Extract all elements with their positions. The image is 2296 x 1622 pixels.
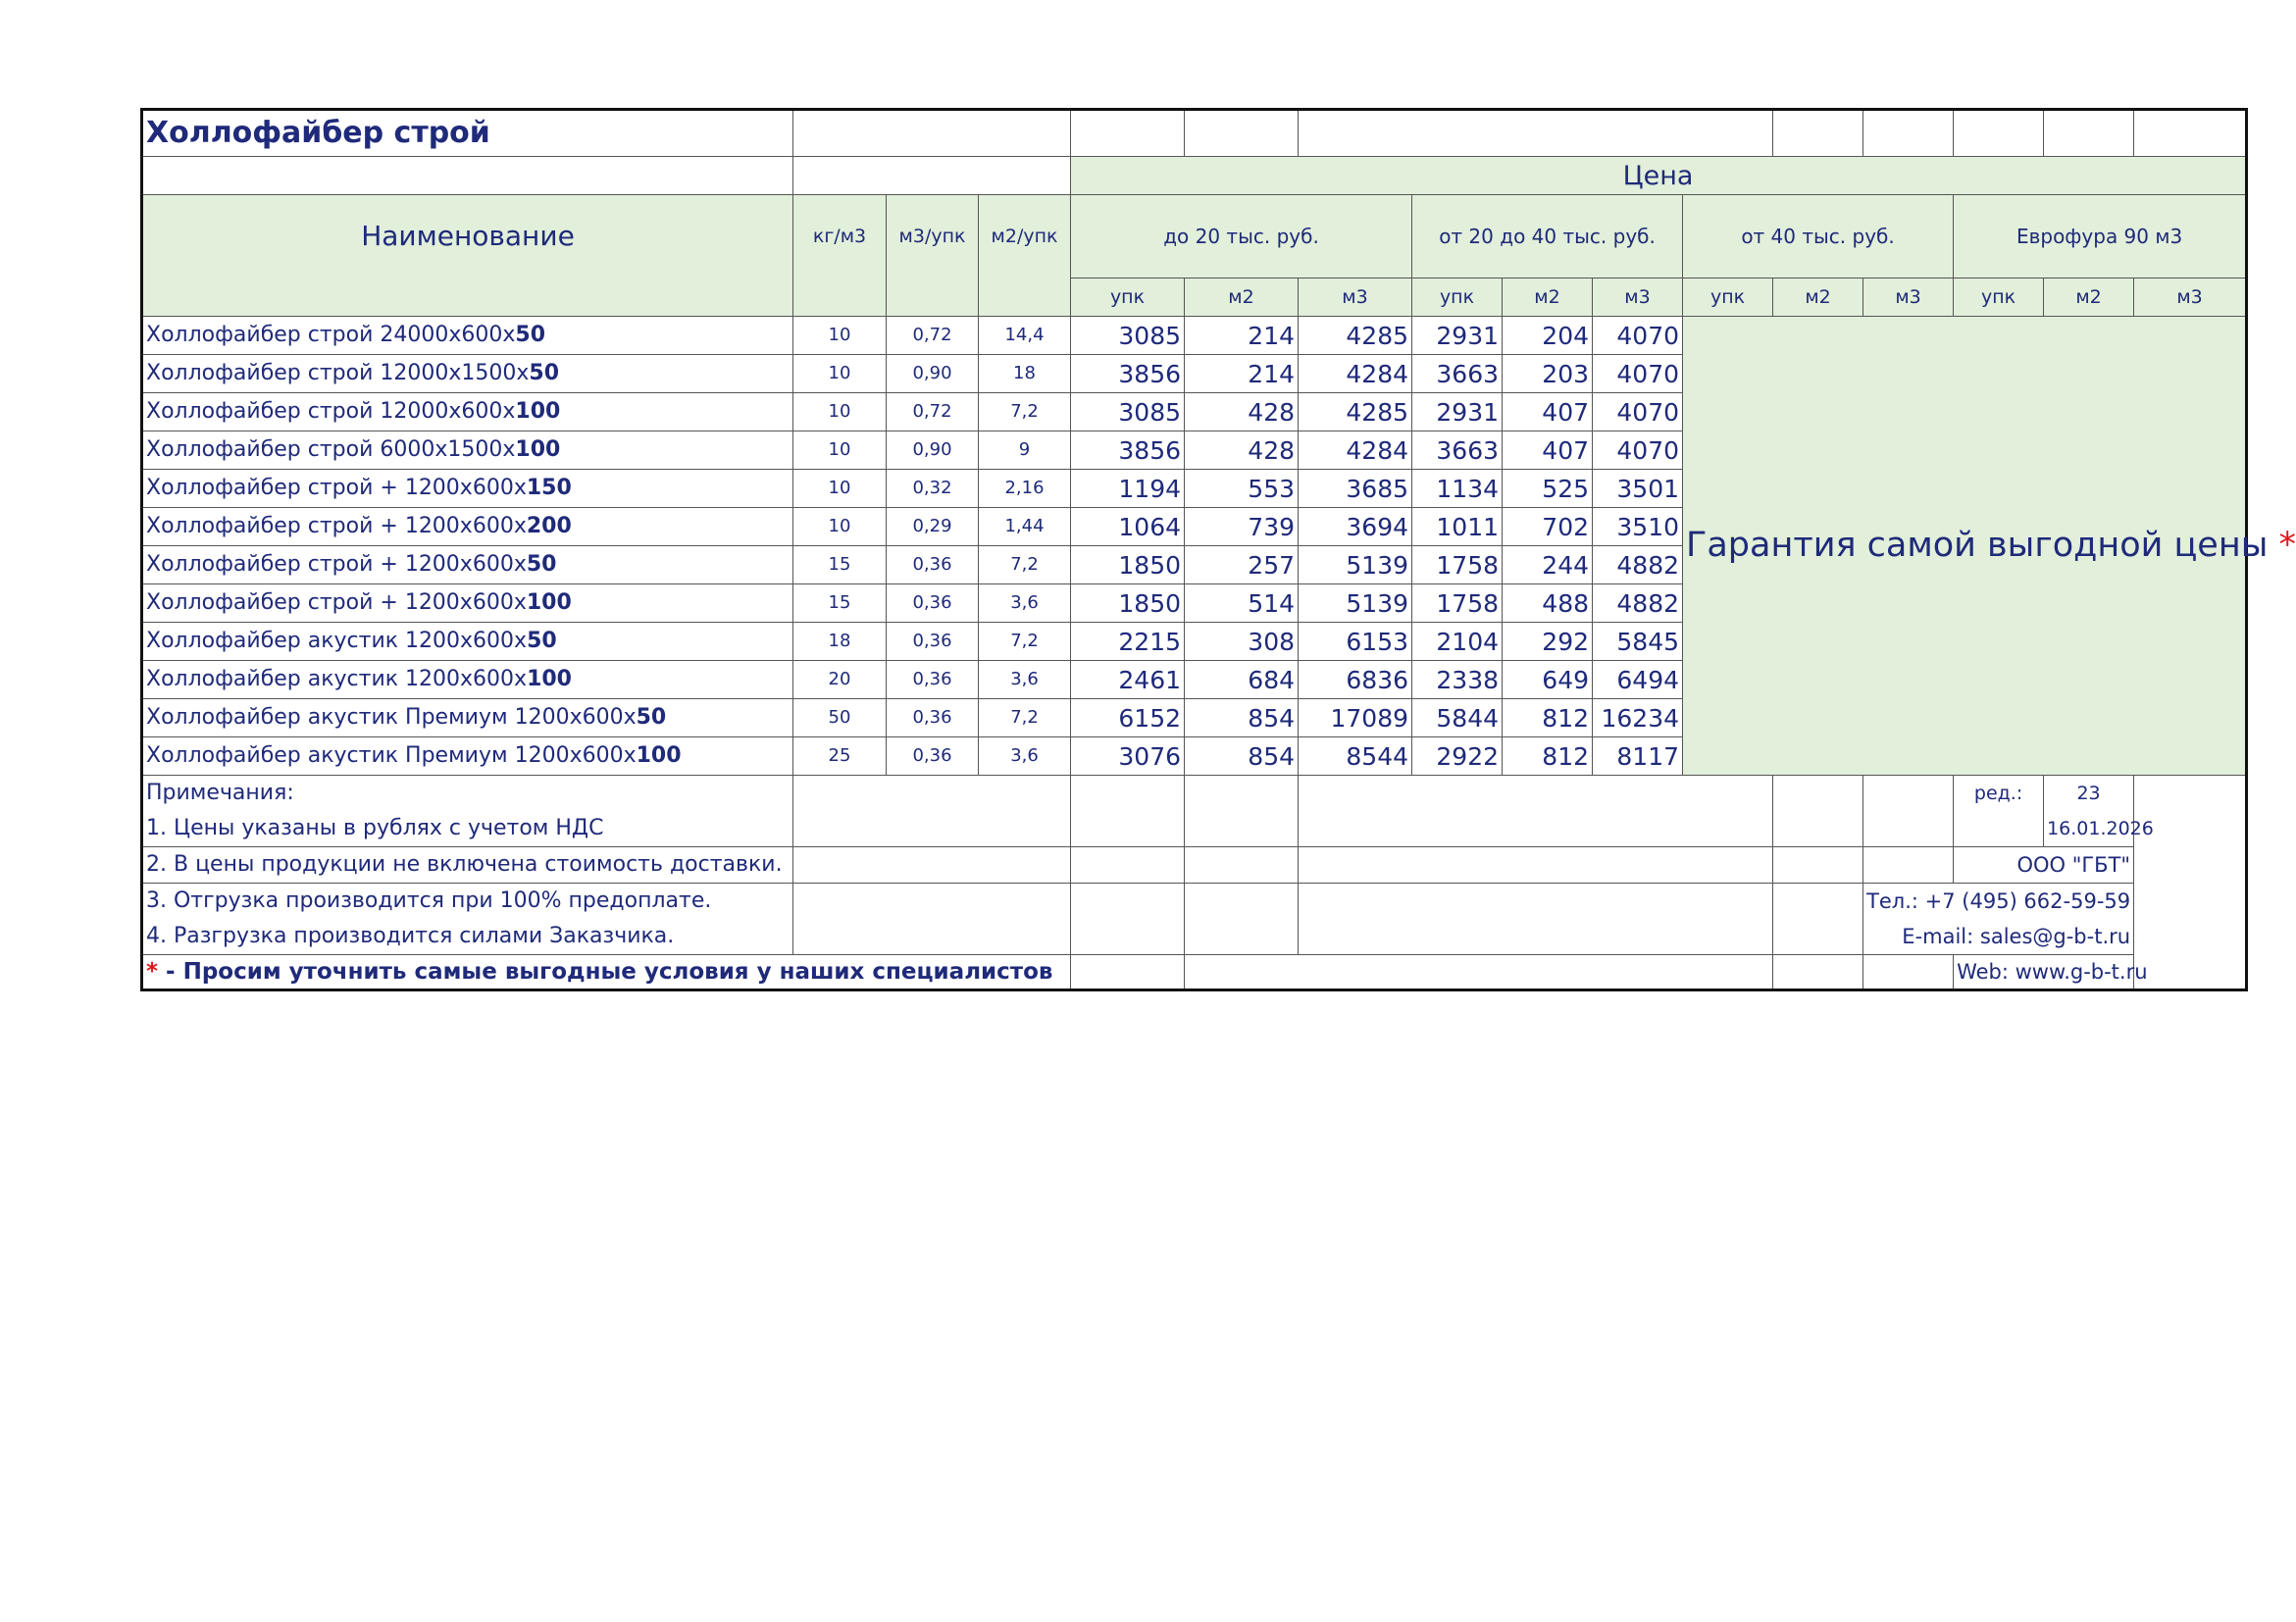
product-thickness: 100 bbox=[527, 667, 572, 691]
revision-value: 23 bbox=[2044, 776, 2134, 812]
price-cell: 4285 bbox=[1299, 393, 1412, 431]
unit-header: м3 bbox=[2134, 279, 2247, 317]
m3-per-pack-cell: 0,32 bbox=[887, 470, 979, 508]
product-name-text: Холлофайбер строй + 1200х600х bbox=[146, 552, 527, 577]
product-name bbox=[142, 546, 793, 584]
price-cell: 292 bbox=[1503, 623, 1593, 661]
product-thickness: 200 bbox=[526, 514, 572, 538]
product-name-text: Холлофайбер строй + 1200х600х bbox=[146, 514, 527, 538]
price-cell: 8544 bbox=[1299, 737, 1412, 776]
asterisk-mark: * bbox=[2278, 526, 2296, 565]
m3-per-pack-cell: 0,36 bbox=[887, 584, 979, 623]
price-cell: 3663 bbox=[1412, 355, 1503, 393]
unit-header: упк bbox=[1412, 279, 1503, 317]
density-cell: 10 bbox=[793, 317, 887, 355]
price-list-table bbox=[140, 108, 2296, 991]
unit-header: м3 bbox=[1299, 279, 1412, 317]
price-cell: 257 bbox=[1185, 546, 1299, 584]
product-name bbox=[142, 317, 793, 355]
price-cell: 4284 bbox=[1299, 431, 1412, 470]
density-cell: 18 bbox=[793, 623, 887, 661]
column-header-name: Наименование bbox=[142, 195, 793, 279]
m3-per-pack-cell: 0,90 bbox=[887, 431, 979, 470]
product-name-text: Холлофайбер акустик 1200х600х bbox=[146, 629, 528, 653]
unit-header: упк bbox=[1071, 279, 1185, 317]
price-cell: 4070 bbox=[1593, 355, 1683, 393]
price-cell: 308 bbox=[1185, 623, 1299, 661]
note-line: 3. Отгрузка производится при 100% предоплате. bbox=[142, 884, 793, 920]
document-title: Холлофайбер строй bbox=[142, 110, 793, 157]
product-thickness: 50 bbox=[529, 361, 560, 385]
unit-header: м2 bbox=[1185, 279, 1299, 317]
density-cell: 10 bbox=[793, 470, 887, 508]
column-header-m2-per-pack: м2/упк bbox=[979, 195, 1071, 279]
price-cell: 854 bbox=[1185, 737, 1299, 776]
unit-header: упк bbox=[1954, 279, 2044, 317]
product-thickness: 100 bbox=[515, 399, 561, 424]
m3-per-pack-cell: 0,90 bbox=[887, 355, 979, 393]
m2-per-pack-cell: 7,2 bbox=[979, 393, 1071, 431]
note-line: 4. Разгрузка производится силами Заказчика. bbox=[142, 919, 793, 955]
price-cell: 428 bbox=[1185, 393, 1299, 431]
price-cell: 6153 bbox=[1299, 623, 1412, 661]
density-cell: 15 bbox=[793, 546, 887, 584]
price-cell: 1011 bbox=[1412, 508, 1503, 546]
price-cell: 5139 bbox=[1299, 584, 1412, 623]
unit-header: м2 bbox=[1503, 279, 1593, 317]
price-cell: 3501 bbox=[1593, 470, 1683, 508]
price-cell: 6152 bbox=[1071, 699, 1185, 737]
final-note-text: - Просим уточнить самые выгодные условия у наших специалистов bbox=[158, 958, 1053, 985]
density-cell: 15 bbox=[793, 584, 887, 623]
product-name-text: Холлофайбер строй 24000х600х bbox=[146, 323, 516, 347]
price-cell: 214 bbox=[1185, 355, 1299, 393]
product-name bbox=[142, 470, 793, 508]
product-name bbox=[142, 584, 793, 623]
price-cell: 812 bbox=[1503, 699, 1593, 737]
m2-per-pack-cell: 3,6 bbox=[979, 661, 1071, 699]
m3-per-pack-cell: 0,72 bbox=[887, 317, 979, 355]
price-cell: 1850 bbox=[1071, 546, 1185, 584]
m3-per-pack-cell: 0,36 bbox=[887, 623, 979, 661]
price-cell: 553 bbox=[1185, 470, 1299, 508]
m3-per-pack-cell: 0,36 bbox=[887, 661, 979, 699]
price-cell: 3663 bbox=[1412, 431, 1503, 470]
density-cell: 10 bbox=[793, 508, 887, 546]
company-phone: Тел.: +7 (495) 662-59-59 bbox=[1863, 884, 2134, 920]
price-cell: 3085 bbox=[1071, 393, 1185, 431]
product-name bbox=[142, 737, 793, 776]
price-cell: 1758 bbox=[1412, 546, 1503, 584]
product-name bbox=[142, 623, 793, 661]
price-cell: 3856 bbox=[1071, 431, 1185, 470]
price-cell: 16234 bbox=[1593, 699, 1683, 737]
price-cell: 514 bbox=[1185, 584, 1299, 623]
price-cell: 2461 bbox=[1071, 661, 1185, 699]
m2-per-pack-cell: 1,44 bbox=[979, 508, 1071, 546]
product-name-text: Холлофайбер акустик Премиум 1200х600х bbox=[146, 743, 637, 768]
m2-per-pack-cell: 7,2 bbox=[979, 699, 1071, 737]
table-row bbox=[142, 317, 2247, 355]
price-cell: 4285 bbox=[1299, 317, 1412, 355]
product-thickness: 150 bbox=[526, 476, 572, 500]
product-thickness: 50 bbox=[636, 705, 667, 730]
price-cell: 6494 bbox=[1593, 661, 1683, 699]
guarantee-text: Гарантия самой выгодной цены bbox=[1686, 526, 2269, 565]
price-cell: 2338 bbox=[1412, 661, 1503, 699]
price-cell: 525 bbox=[1503, 470, 1593, 508]
price-header: Цена bbox=[1071, 157, 2247, 195]
price-cell: 4284 bbox=[1299, 355, 1412, 393]
product-name-text: Холлофайбер строй 6000х1500х bbox=[146, 437, 516, 462]
product-name bbox=[142, 431, 793, 470]
note-line: 2. В цены продукции не включена стоимость доставки. bbox=[142, 847, 793, 884]
asterisk-mark: * bbox=[146, 958, 159, 985]
product-name-text: Холлофайбер строй 12000х1500х bbox=[146, 361, 530, 385]
price-cell: 214 bbox=[1185, 317, 1299, 355]
m2-per-pack-cell: 7,2 bbox=[979, 546, 1071, 584]
company-website: Web: www.g-b-t.ru bbox=[1954, 955, 2134, 990]
price-cell: 854 bbox=[1185, 699, 1299, 737]
company-email: E-mail: sales@g-b-t.ru bbox=[1863, 919, 2134, 955]
price-cell: 812 bbox=[1503, 737, 1593, 776]
price-cell: 203 bbox=[1503, 355, 1593, 393]
price-cell: 17089 bbox=[1299, 699, 1412, 737]
unit-header: упк bbox=[1683, 279, 1773, 317]
price-cell: 428 bbox=[1185, 431, 1299, 470]
price-cell: 702 bbox=[1503, 508, 1593, 546]
unit-header: м3 bbox=[1593, 279, 1683, 317]
m2-per-pack-cell: 3,6 bbox=[979, 584, 1071, 623]
product-thickness: 50 bbox=[527, 629, 557, 653]
guarantee-note bbox=[1683, 317, 2296, 776]
price-group-header: от 40 тыс. руб. bbox=[1683, 195, 1954, 279]
price-cell: 2931 bbox=[1412, 317, 1503, 355]
price-group-header: Еврофура 90 м3 bbox=[1954, 195, 2247, 279]
product-name bbox=[142, 699, 793, 737]
price-cell: 4882 bbox=[1593, 546, 1683, 584]
density-cell: 25 bbox=[793, 737, 887, 776]
price-cell: 244 bbox=[1503, 546, 1593, 584]
price-cell: 1850 bbox=[1071, 584, 1185, 623]
product-thickness: 100 bbox=[515, 437, 561, 462]
price-cell: 3856 bbox=[1071, 355, 1185, 393]
product-name-text: Холлофайбер строй + 1200х600х bbox=[146, 476, 527, 500]
m2-per-pack-cell: 9 bbox=[979, 431, 1071, 470]
price-cell: 1064 bbox=[1071, 508, 1185, 546]
price-cell: 2104 bbox=[1412, 623, 1503, 661]
price-cell: 2215 bbox=[1071, 623, 1185, 661]
product-name bbox=[142, 393, 793, 431]
price-cell: 1758 bbox=[1412, 584, 1503, 623]
m2-per-pack-cell: 14,4 bbox=[979, 317, 1071, 355]
price-group-header: от 20 до 40 тыс. руб. bbox=[1412, 195, 1683, 279]
price-cell: 3510 bbox=[1593, 508, 1683, 546]
price-cell: 407 bbox=[1503, 431, 1593, 470]
price-group-header: до 20 тыс. руб. bbox=[1071, 195, 1412, 279]
price-cell: 4070 bbox=[1593, 317, 1683, 355]
product-name bbox=[142, 508, 793, 546]
density-cell: 20 bbox=[793, 661, 887, 699]
price-date: 16.01.2026 bbox=[2044, 811, 2134, 847]
column-header-m3-per-pack: м3/упк bbox=[887, 195, 979, 279]
note-line: 1. Цены указаны в рублях с учетом НДС bbox=[142, 811, 793, 847]
product-thickness: 100 bbox=[526, 590, 572, 615]
price-cell: 2922 bbox=[1412, 737, 1503, 776]
product-name bbox=[142, 661, 793, 699]
product-name-text: Холлофайбер строй + 1200х600х bbox=[146, 590, 527, 615]
product-name bbox=[142, 355, 793, 393]
price-cell: 407 bbox=[1503, 393, 1593, 431]
price-cell: 3085 bbox=[1071, 317, 1185, 355]
price-cell: 3076 bbox=[1071, 737, 1185, 776]
price-cell: 204 bbox=[1503, 317, 1593, 355]
m2-per-pack-cell: 3,6 bbox=[979, 737, 1071, 776]
revision-label: ред.: bbox=[1954, 776, 2044, 812]
density-cell: 50 bbox=[793, 699, 887, 737]
m3-per-pack-cell: 0,29 bbox=[887, 508, 979, 546]
density-cell: 10 bbox=[793, 393, 887, 431]
product-name-text: Холлофайбер строй 12000х600х bbox=[146, 399, 516, 424]
company-name: ООО "ГБТ" bbox=[1954, 847, 2134, 884]
unit-header: м2 bbox=[2044, 279, 2134, 317]
price-cell: 4882 bbox=[1593, 584, 1683, 623]
m3-per-pack-cell: 0,36 bbox=[887, 737, 979, 776]
product-thickness: 50 bbox=[526, 552, 557, 577]
price-cell: 5139 bbox=[1299, 546, 1412, 584]
m3-per-pack-cell: 0,72 bbox=[887, 393, 979, 431]
density-cell: 10 bbox=[793, 355, 887, 393]
unit-header: м3 bbox=[1863, 279, 1954, 317]
product-name-text: Холлофайбер акустик 1200х600х bbox=[146, 667, 528, 691]
notes-heading: Примечания: bbox=[142, 776, 793, 812]
price-cell: 3685 bbox=[1299, 470, 1412, 508]
m2-per-pack-cell: 18 bbox=[979, 355, 1071, 393]
column-header-density: кг/м3 bbox=[793, 195, 887, 279]
price-cell: 3694 bbox=[1299, 508, 1412, 546]
price-cell: 4070 bbox=[1593, 431, 1683, 470]
price-cell: 6836 bbox=[1299, 661, 1412, 699]
unit-header: м2 bbox=[1773, 279, 1863, 317]
m3-per-pack-cell: 0,36 bbox=[887, 546, 979, 584]
price-cell: 2931 bbox=[1412, 393, 1503, 431]
price-cell: 4070 bbox=[1593, 393, 1683, 431]
product-name-text: Холлофайбер акустик Премиум 1200х600х bbox=[146, 705, 637, 730]
m2-per-pack-cell: 7,2 bbox=[979, 623, 1071, 661]
price-cell: 1194 bbox=[1071, 470, 1185, 508]
price-cell: 5845 bbox=[1593, 623, 1683, 661]
m2-per-pack-cell: 2,16 bbox=[979, 470, 1071, 508]
price-cell: 8117 bbox=[1593, 737, 1683, 776]
price-cell: 488 bbox=[1503, 584, 1593, 623]
price-cell: 739 bbox=[1185, 508, 1299, 546]
price-cell: 684 bbox=[1185, 661, 1299, 699]
price-cell: 5844 bbox=[1412, 699, 1503, 737]
price-cell: 649 bbox=[1503, 661, 1593, 699]
density-cell: 10 bbox=[793, 431, 887, 470]
price-cell: 1134 bbox=[1412, 470, 1503, 508]
final-note bbox=[142, 955, 1071, 990]
product-thickness: 100 bbox=[636, 743, 682, 768]
m3-per-pack-cell: 0,36 bbox=[887, 699, 979, 737]
product-thickness: 50 bbox=[515, 323, 546, 347]
